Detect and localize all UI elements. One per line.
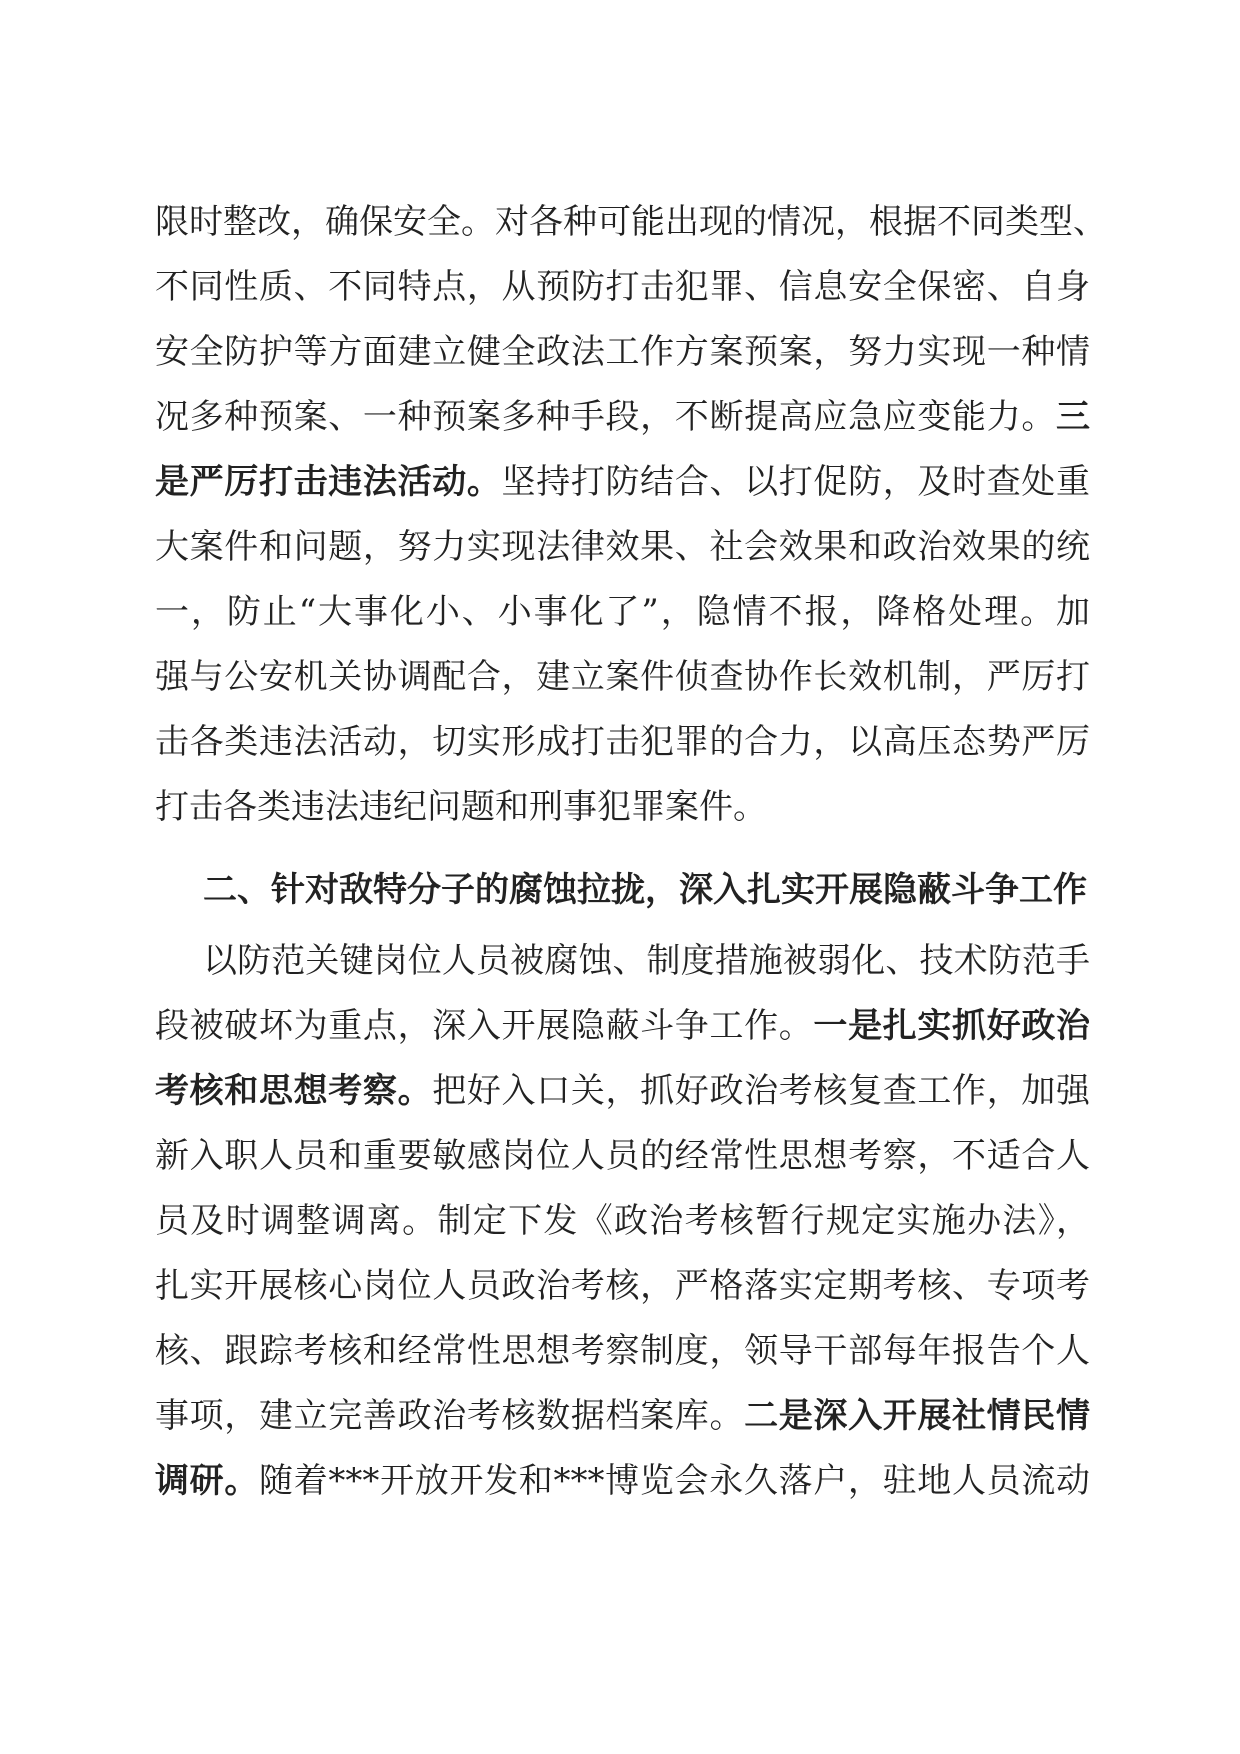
- text-line: 安全防护等方面建立健全政法工作方案预案，努力实现一种情: [155, 332, 1090, 372]
- section-heading: 二、针对敌特分子的腐蚀拉拢，深入扎实开展隐蔽斗争工作: [203, 870, 1087, 910]
- text-run: 随着***开放开发和***博览会永久落户，驻地人员流动: [259, 1461, 1091, 1501]
- text-run: 把好入口关，抓好政治考核复查工作，加强: [432, 1071, 1091, 1111]
- text-line: 员及时调整调离。制定下发《政治考核暂行规定实施办法》，: [155, 1201, 1090, 1241]
- text-line: [155, 994, 1090, 1059]
- text-line: 一，防止“大事化小、小事化了”，隐情不报，降格处理。加: [155, 592, 1090, 632]
- bold-lead-text: 调研。: [155, 1461, 260, 1501]
- text-run: 况多种预案、一种预案多种手段，不断提高应急应变能力。: [155, 397, 1056, 437]
- text-line: 限时整改，确保安全。对各种可能出现的情况，根据不同类型、: [155, 202, 1107, 242]
- body-paragraph-2: [155, 929, 1090, 1514]
- bold-lead-text: 一是扎实抓好政治: [813, 1006, 1090, 1046]
- text-line: 新入职人员和重要敏感岗位人员的经常性思想考察，不适合人: [155, 1136, 1090, 1176]
- text-line: [155, 1059, 1090, 1124]
- text-line: [155, 385, 1090, 450]
- text-line: [155, 450, 1090, 515]
- bold-lead-text: 是严厉打击违法活动。: [155, 462, 502, 502]
- document-page: [155, 190, 1107, 1514]
- text-line: [155, 1449, 1090, 1514]
- text-run: 段被破坏为重点，深入开展隐蔽斗争工作。: [155, 1006, 814, 1046]
- text-run: 事项，建立完善政治考核数据档案库。: [155, 1396, 745, 1436]
- bold-lead-text: 二是深入开展社情民情: [744, 1396, 1091, 1436]
- text-line: 以防范关键岗位人员被腐蚀、制度措施被弱化、技术防范手: [203, 941, 1090, 981]
- text-run: 坚持打防结合、以打促防，及时查处重: [501, 462, 1091, 502]
- text-line: 不同性质、不同特点，从预防打击犯罪、信息安全保密、自身: [155, 267, 1090, 307]
- text-line: 扎实开展核心岗位人员政治考核，严格落实定期考核、专项考: [155, 1266, 1090, 1306]
- bold-lead-text: 考核和思想考察。: [155, 1071, 433, 1111]
- text-line: 核、跟踪考核和经常性思想考察制度，领导干部每年报告个人: [155, 1331, 1090, 1371]
- body-paragraph-1: [155, 190, 1107, 840]
- text-line: 大案件和问题，努力实现法律效果、社会效果和政治效果的统: [155, 527, 1090, 567]
- text-line: 强与公安机关协调配合，建立案件侦查协作长效机制，严厉打: [155, 657, 1090, 697]
- text-line: 击各类违法活动，切实形成打击犯罪的合力，以高压态势严厉: [155, 722, 1090, 762]
- text-line: 打击各类违法违纪问题和刑事犯罪案件。: [155, 787, 767, 827]
- bold-lead-text: 三: [1056, 397, 1090, 437]
- text-line: [155, 1384, 1090, 1449]
